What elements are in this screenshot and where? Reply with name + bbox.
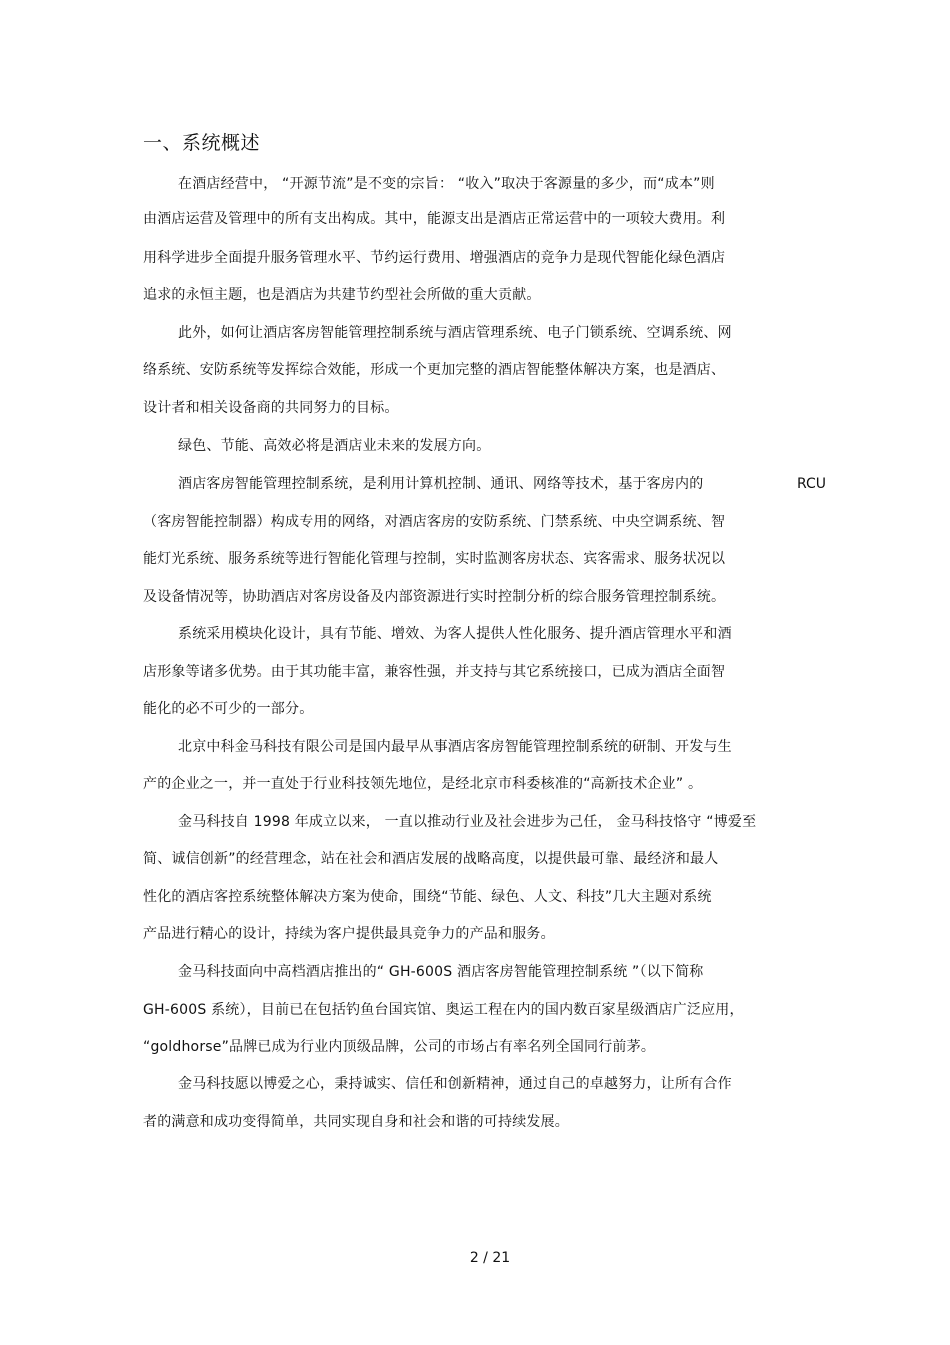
paragraph-5-line-2: 店形象等诸多优势。由于其功能丰富，兼容性强，并支持与其它系统接口，已成为酒店全面智 [143,664,726,680]
paragraph-1-line-4: 追求的永恒主题，也是酒店为共建节约型社会所做的重大贡献。 [143,287,541,303]
paragraph-8-line-2: GH-600S 系统），目前已在包括钓鱼台国宾馆、奥运工程在内的国内数百家星级酒店广泛应用， [143,1002,744,1018]
paragraph-5-line-3: 能化的必不可少的一部分。 [143,701,314,717]
paragraph-9-line-1: 金马科技愿以博爱之心，秉持诚实、信任和创新精神，通过自己的卓越努力，让所有合作 [178,1076,732,1092]
section-heading: 一、系统概述 [143,132,261,154]
paragraph-3-line-1: 绿色、节能、高效必将是酒店业未来的发展方向。 [178,438,491,454]
paragraph-2-line-2: 络系统、安防系统等发挥综合效能，形成一个更加完整的酒店智能整体解决方案，也是酒店、 [143,362,726,378]
paragraph-2-line-3: 设计者和相关设备商的共同努力的目标。 [143,400,399,416]
paragraph-1-line-2: 由酒店运营及管理中的所有支出构成。其中，能源支出是酒店正常运营中的一项较大费用。利 [143,211,726,227]
paragraph-4-line-4: 及设备情况等，协助酒店对客房设备及内部资源进行实时控制分析的综合服务管理控制系统。 [143,589,726,605]
rcu-term: RCU [797,476,827,492]
paragraph-4-line-2: （客房智能控制器）构成专用的网络，对酒店客房的安防系统、门禁系统、中央空调系统、智 [143,514,726,530]
paragraph-6-line-1: 北京中科金马科技有限公司是国内最早从事酒店客房智能管理控制系统的研制、开发与生 [178,739,732,755]
paragraph-7-line-3: 性化的酒店客控系统整体解决方案为使命，围绕“节能、绿色、人文、科技”几大主题对系统 [143,889,712,905]
paragraph-7-line-4: 产品进行精心的设计，持续为客户提供最具竞争力的产品和服务。 [143,926,555,942]
paragraph-1-line-1: 在酒店经营中， “开源节流”是不变的宗旨： “收入”取决于客源量的多少，而“成本”则 [178,176,715,192]
paragraph-7-line-1: 金马科技自 1998 年成立以来， 一直以推动行业及社会进步为己任， 金马科技恪守 “博爱至 [178,814,757,830]
paragraph-5-line-1: 系统采用模块化设计，具有节能、增效、为客人提供人性化服务、提升酒店管理水平和酒 [178,626,732,642]
paragraph-8-line-3: “goldhorse”品牌已成为行业内顶级品牌，公司的市场占有率名列全国同行前茅。 [143,1039,656,1055]
page-number: 2 / 21 [469,1250,511,1266]
paragraph-8-line-1: 金马科技面向中高档酒店推出的“ GH-600S 酒店客房智能管理控制系统 ”（以下简称 [178,964,704,980]
paragraph-6-line-2: 产的企业之一，并一直处于行业科技领先地位，是经北京市科委核准的“高新技术企业” 。 [143,776,703,792]
paragraph-4-line-3: 能灯光系统、服务系统等进行智能化管理与控制，实时监测客房状态、宾客需求、服务状况以 [143,551,726,567]
paragraph-7-line-2: 简、诚信创新”的经营理念，站在社会和酒店发展的战略高度，以提供最可靠、最经济和最人 [143,851,719,867]
paragraph-1-line-3: 用科学进步全面提升服务管理水平、节约运行费用、增强酒店的竞争力是现代智能化绿色酒店 [143,250,726,266]
paragraph-4-line-1: 酒店客房智能管理控制系统，是利用计算机控制、通讯、网络等技术，基于客房内的 [178,476,704,492]
paragraph-2-line-1: 此外，如何让酒店客房智能管理控制系统与酒店管理系统、电子门锁系统、空调系统、网 [178,325,732,341]
paragraph-9-line-2: 者的满意和成功变得简单，共同实现自身和社会和谐的可持续发展。 [143,1114,569,1130]
